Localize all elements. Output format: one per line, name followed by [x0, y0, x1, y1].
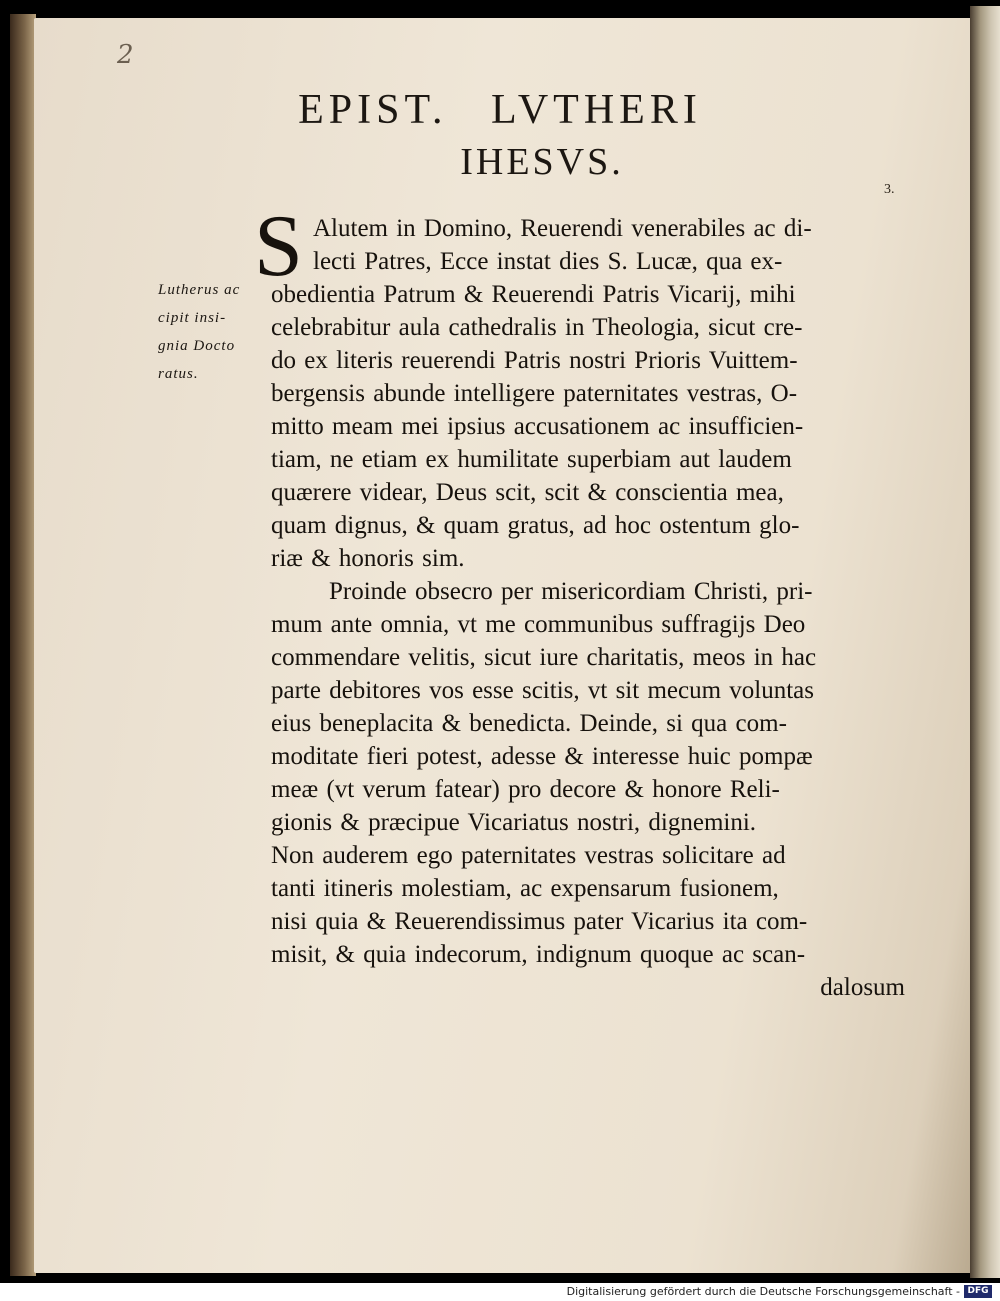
text-line: Non auderem ego paternitates vestras solicitare ad — [271, 842, 786, 869]
page-edge-right — [970, 6, 1000, 1278]
pencil-page-mark: 2 — [117, 40, 134, 70]
footer-bar — [0, 1283, 1000, 1301]
text-line: commendare velitis, sicut iure charitatis, meos in hac — [271, 644, 817, 671]
drop-capital: S — [254, 198, 303, 295]
text-line: mum ante omnia, vt me communibus suffragijs Deo — [271, 611, 806, 638]
text-line: gionis & præcipue Vicariatus nostri, dignemini. — [271, 809, 757, 836]
text-line: do ex literis reuerendi Patris nostri Prioris Vuittem- — [271, 347, 798, 374]
text-line: eius beneplacita & benedicta. Deinde, si qua com- — [271, 710, 787, 737]
page-title: IHESVS. — [460, 141, 624, 183]
marginal-note-line: Lutherus ac — [158, 282, 241, 298]
text-line: lecti Patres, Ecce instat dies S. Lucæ, qua ex- — [313, 248, 783, 275]
text-line: celebrabitur aula cathedralis in Theologia, sicut cre- — [271, 314, 803, 341]
text-line: tanti itineris molestiam, ac expensarum fusionem, — [271, 875, 779, 902]
letter-body — [271, 212, 911, 1004]
dfg-logo: DFG — [964, 1285, 992, 1298]
text-line: meæ (vt verum fatear) pro decore & honore Reli- — [271, 776, 780, 803]
text-line: bergensis abunde intelligere paternitates vestras, O- — [271, 380, 798, 407]
text-line: obedientia Patrum & Reuerendi Patris Vicarij, mihi — [271, 281, 796, 308]
marginal-note-line: gnia Docto — [158, 338, 236, 354]
text-line: nisi quia & Reuerendissimus pater Vicarius ita com- — [271, 908, 808, 935]
catchword: dalosum — [820, 974, 905, 1001]
text-line: mitto meam mei ipsius accusationem ac insufficien- — [271, 413, 804, 440]
page-number: 3. — [884, 182, 895, 197]
text-line: moditate fieri potest, adesse & interesse huic pompæ — [271, 743, 813, 770]
text-line: Alutem in Domino, Reuerendi venerabiles ac di- — [313, 215, 812, 242]
marginal-note — [158, 276, 270, 388]
running-head: EPIST. LVTHERI — [298, 87, 702, 133]
text-line: riæ & honoris sim. — [271, 545, 465, 572]
marginal-note-line: cipit insi- — [158, 310, 227, 326]
text-line: quærere videar, Deus scit, scit & conscientia mea, — [271, 479, 784, 506]
text-line: Proinde obsecro per misericordiam Christi, pri- — [329, 578, 813, 605]
funding-credit: Digitalisierung gefördert durch die Deutsche Forschungsgemeinschaft - — [566, 1285, 960, 1298]
text-line: quam dignus, & quam gratus, ad hoc ostentum glo- — [271, 512, 800, 539]
text-line: misit, & quia indecorum, indignum quoque ac scan- — [271, 941, 806, 968]
text-line: parte debitores vos esse scitis, vt sit mecum voluntas — [271, 677, 814, 704]
marginal-note-line: ratus. — [158, 366, 199, 382]
text-line: tiam, ne etiam ex humilitate superbiam aut laudem — [271, 446, 792, 473]
book-binding-edge — [10, 14, 36, 1276]
